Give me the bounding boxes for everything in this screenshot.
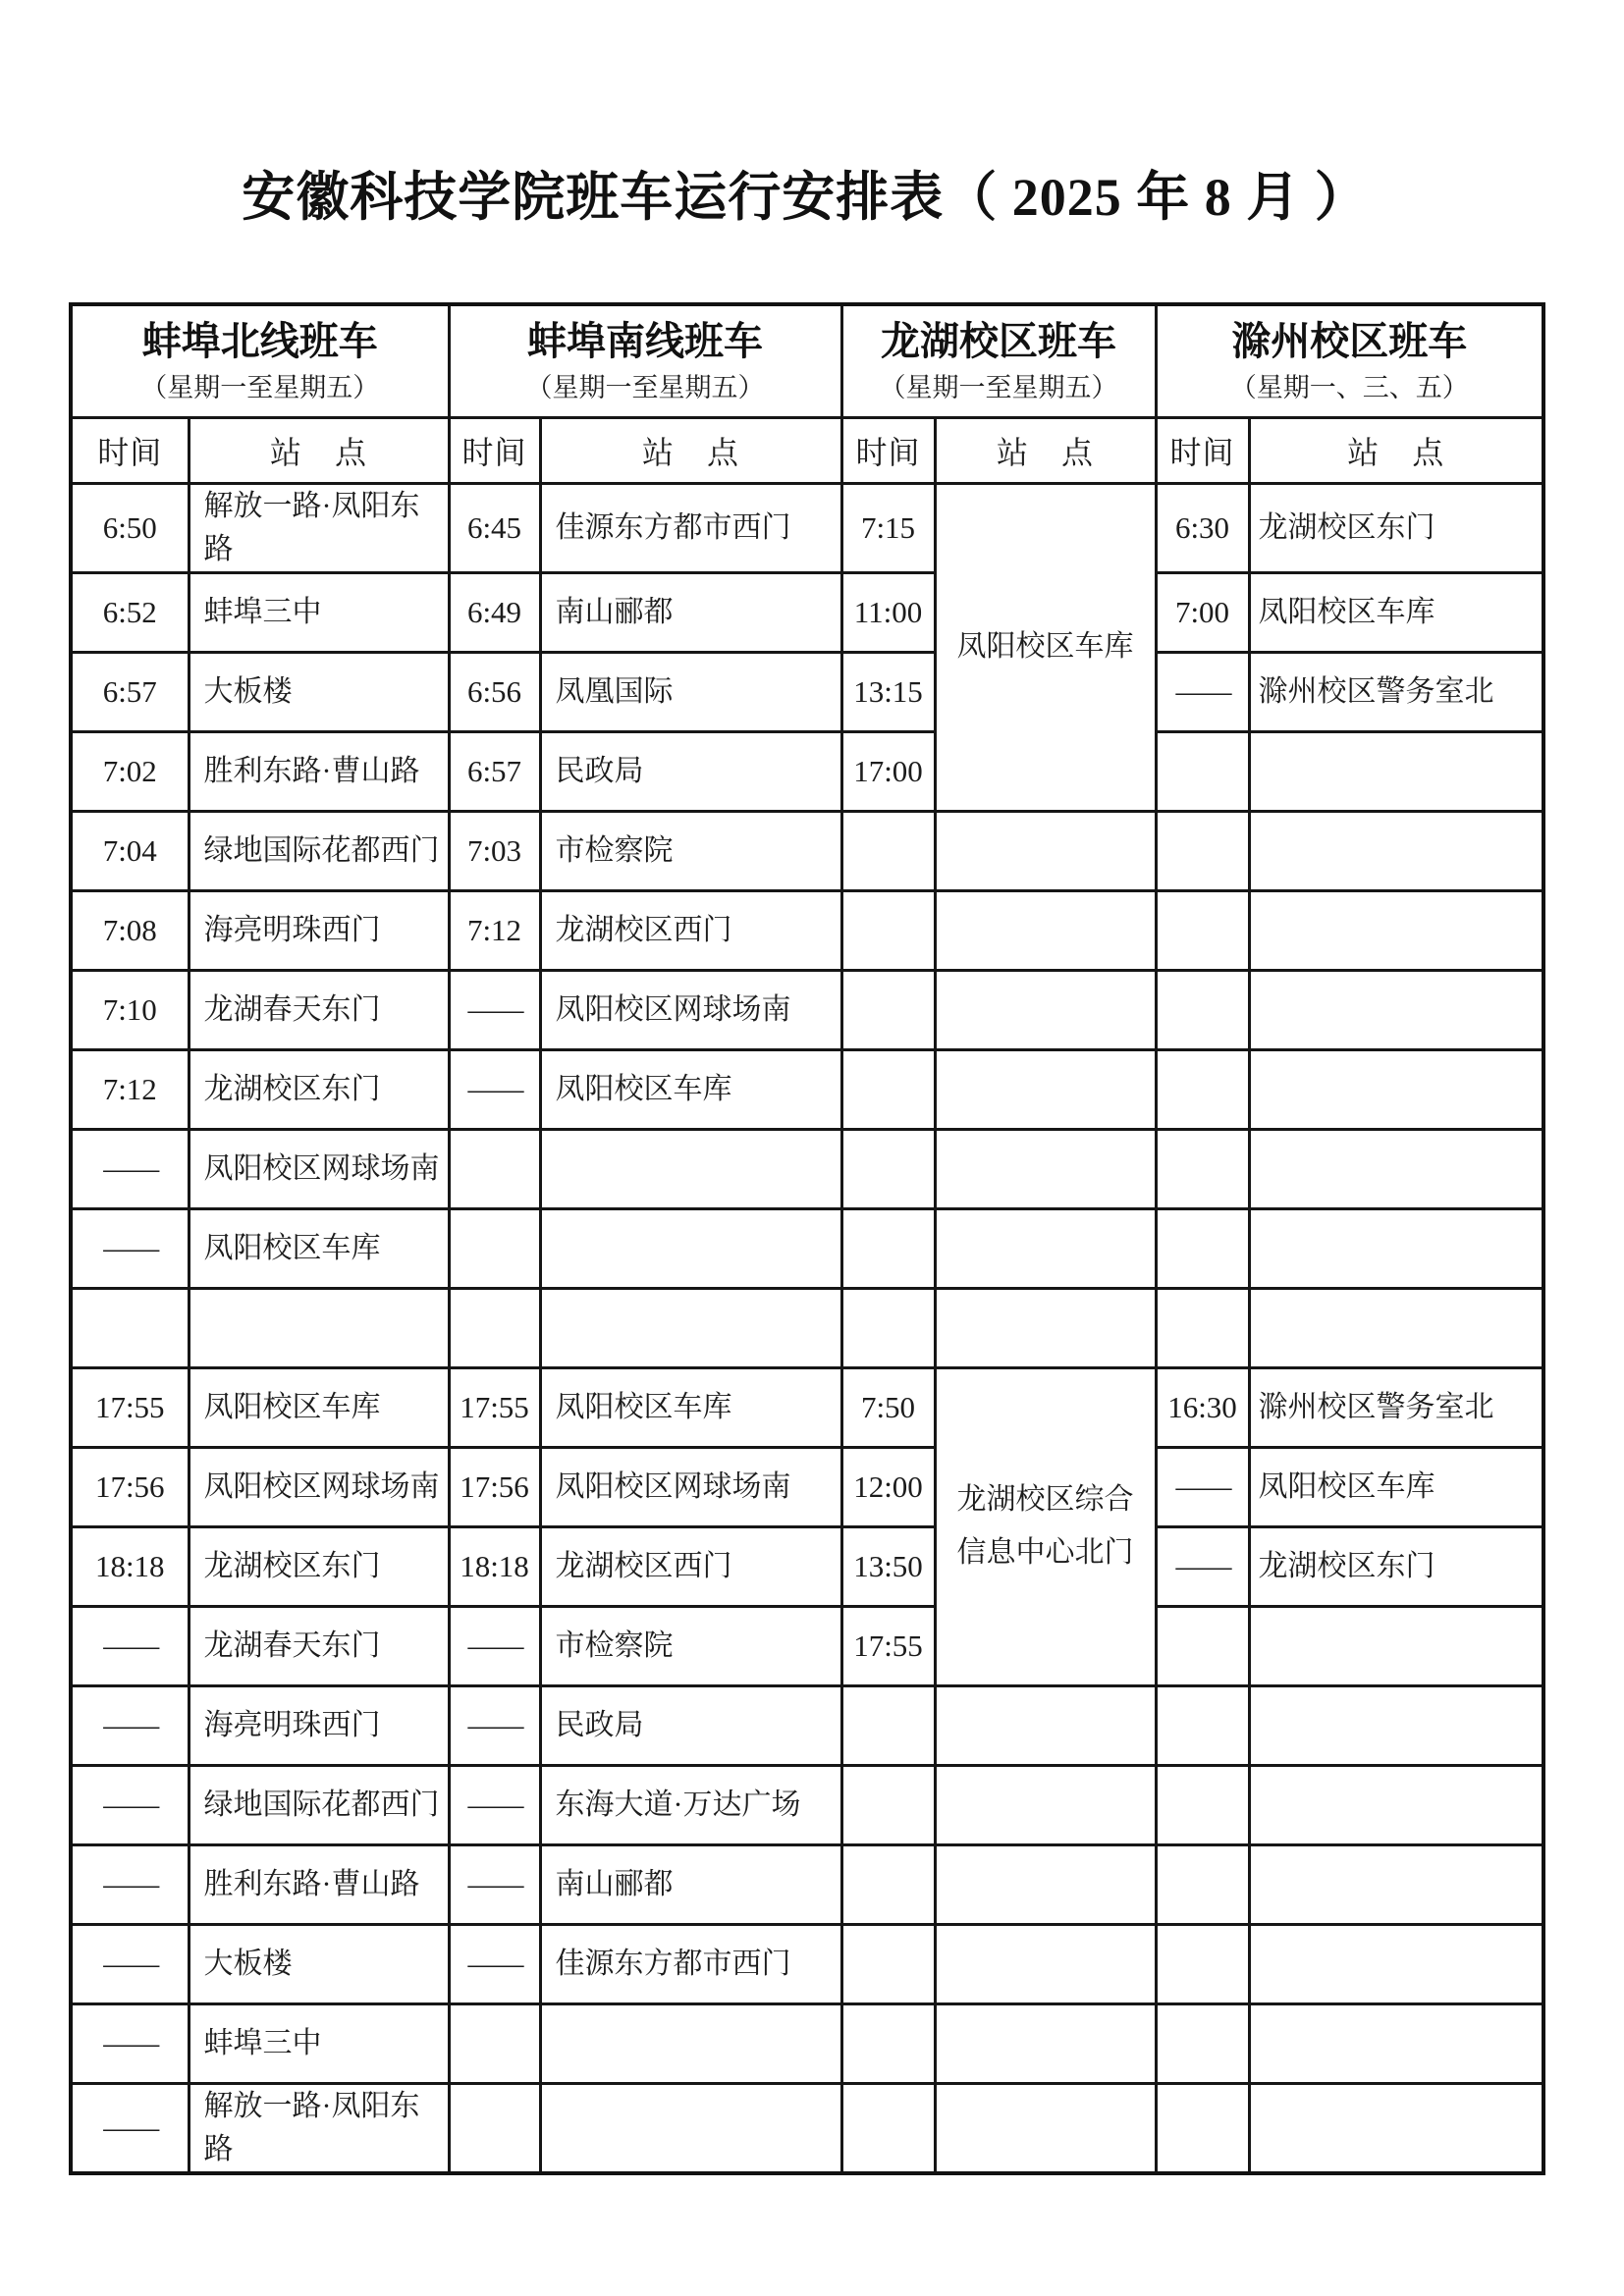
time-cell: 17:55	[449, 1367, 540, 1447]
time-cell: ——	[449, 1924, 540, 2003]
empty-cell	[935, 1288, 1156, 1367]
station-cell: 民政局	[540, 1685, 841, 1765]
empty-cell	[1249, 1208, 1543, 1288]
time-cell: ——	[449, 1765, 540, 1844]
route-days: （星期一至星期五）	[140, 372, 380, 402]
time-cell: 16:30	[1156, 1367, 1249, 1447]
route-header-chuzhou-campus	[1156, 304, 1543, 417]
empty-cell	[1156, 1685, 1249, 1765]
time-cell: 6:56	[449, 652, 540, 731]
time-cell: 6:49	[449, 572, 540, 652]
time-cell: ——	[71, 2003, 189, 2083]
station-cell: 海亮明珠西门	[189, 890, 449, 970]
time-header: 时间	[71, 417, 189, 483]
schedule-row	[71, 572, 1543, 652]
time-cell: 7:04	[71, 811, 189, 890]
time-cell: ——	[1156, 1447, 1249, 1526]
station-cell: 凤阳校区网球场南	[540, 970, 841, 1049]
empty-cell	[841, 970, 935, 1049]
time-cell: 18:18	[449, 1526, 540, 1606]
schedule-row	[71, 1685, 1543, 1765]
empty-cell	[1156, 1129, 1249, 1208]
empty-cell	[449, 2083, 540, 2173]
station-cell: 滁州校区警务室北	[1249, 1367, 1543, 1447]
empty-cell	[71, 1288, 189, 1367]
empty-cell	[1249, 1288, 1543, 1367]
empty-cell	[1156, 1844, 1249, 1924]
time-cell: 7:03	[449, 811, 540, 890]
station-header: 站 点	[540, 417, 841, 483]
time-cell: 7:12	[449, 890, 540, 970]
empty-cell	[841, 1685, 935, 1765]
schedule-row	[71, 1606, 1543, 1685]
route-days: （星期一至星期五）	[879, 372, 1118, 402]
station-header: 站 点	[189, 417, 449, 483]
time-cell: ——	[449, 1685, 540, 1765]
empty-cell	[935, 1208, 1156, 1288]
station-cell: 凤阳校区车库	[935, 483, 1156, 811]
station-cell: 南山郦都	[540, 1844, 841, 1924]
station-cell: 市检察院	[540, 1606, 841, 1685]
empty-cell	[1249, 1129, 1543, 1208]
station-cell: 南山郦都	[540, 572, 841, 652]
empty-cell	[841, 1924, 935, 2003]
time-header: 时间	[841, 417, 935, 483]
empty-cell	[1156, 1208, 1249, 1288]
station-cell: 大板楼	[189, 652, 449, 731]
empty-cell	[1156, 970, 1249, 1049]
empty-cell	[540, 1288, 841, 1367]
empty-cell	[935, 1924, 1156, 2003]
empty-cell	[1156, 1606, 1249, 1685]
empty-cell	[1249, 1606, 1543, 1685]
schedule-row	[71, 483, 1543, 572]
empty-cell	[841, 1844, 935, 1924]
station-cell: 海亮明珠西门	[189, 1685, 449, 1765]
station-cell: 市检察院	[540, 811, 841, 890]
route-name: 蚌埠北线班车	[141, 318, 378, 363]
empty-cell	[935, 890, 1156, 970]
route-name: 蚌埠南线班车	[527, 318, 763, 363]
station-cell: 大板楼	[189, 1924, 449, 2003]
schedule-row	[71, 1367, 1543, 1447]
time-cell: 7:12	[71, 1049, 189, 1129]
time-cell: 6:45	[449, 483, 540, 572]
time-cell: 7:08	[71, 890, 189, 970]
empty-cell	[1249, 731, 1543, 811]
empty-cell	[1156, 1049, 1249, 1129]
empty-cell	[540, 1208, 841, 1288]
time-cell: ——	[449, 1606, 540, 1685]
time-cell: 17:56	[71, 1447, 189, 1526]
empty-cell	[841, 1129, 935, 1208]
station-cell: 凤阳校区车库	[189, 1367, 449, 1447]
schedule-row	[71, 731, 1543, 811]
empty-cell	[841, 1765, 935, 1844]
time-cell: ——	[71, 2083, 189, 2173]
empty-cell	[841, 1208, 935, 1288]
time-cell: 13:15	[841, 652, 935, 731]
station-cell: 凤阳校区网球场南	[189, 1447, 449, 1526]
schedule-row	[71, 2083, 1543, 2173]
station-cell: 解放一路·凤阳东路	[189, 483, 449, 572]
empty-cell	[1156, 1765, 1249, 1844]
empty-cell	[1156, 811, 1249, 890]
time-cell: ——	[71, 1685, 189, 1765]
empty-cell	[1249, 1924, 1543, 2003]
station-cell: 龙湖校区东门	[189, 1049, 449, 1129]
time-cell: 11:00	[841, 572, 935, 652]
station-cell: 凤阳校区网球场南	[540, 1447, 841, 1526]
station-cell: 凤凰国际	[540, 652, 841, 731]
empty-cell	[1249, 1049, 1543, 1129]
time-cell: ——	[1156, 1526, 1249, 1606]
station-cell: 滁州校区警务室北	[1249, 652, 1543, 731]
station-cell: 凤阳校区车库	[189, 1208, 449, 1288]
station-header: 站 点	[935, 417, 1156, 483]
schedule-row	[71, 1129, 1543, 1208]
empty-cell	[1249, 970, 1543, 1049]
schedule-row	[71, 1924, 1543, 2003]
time-cell: 7:15	[841, 483, 935, 572]
station-cell: 龙湖校区综合信息中心北门	[935, 1367, 1156, 1685]
empty-cell	[1249, 890, 1543, 970]
empty-cell	[935, 1049, 1156, 1129]
schedule-row	[71, 1844, 1543, 1924]
station-cell: 龙湖校区西门	[540, 1526, 841, 1606]
station-cell: 凤阳校区车库	[1249, 572, 1543, 652]
time-cell: 12:00	[841, 1447, 935, 1526]
empty-cell	[1249, 1765, 1543, 1844]
empty-cell	[841, 1049, 935, 1129]
empty-cell	[841, 2003, 935, 2083]
empty-cell	[1249, 811, 1543, 890]
empty-cell	[841, 811, 935, 890]
empty-cell	[935, 2003, 1156, 2083]
bus-schedule-table	[69, 302, 1545, 2175]
station-cell: 佳源东方都市西门	[540, 1924, 841, 2003]
station-cell: 龙湖校区东门	[189, 1526, 449, 1606]
time-cell: ——	[71, 1844, 189, 1924]
route-days: （星期一、三、五）	[1229, 372, 1469, 402]
empty-cell	[935, 1844, 1156, 1924]
time-cell: ——	[71, 1924, 189, 2003]
route-name: 滁州校区班车	[1231, 318, 1468, 363]
schedule-row	[71, 1049, 1543, 1129]
time-cell: ——	[71, 1765, 189, 1844]
route-days: （星期一至星期五）	[525, 372, 765, 402]
empty-cell	[1249, 1844, 1543, 1924]
time-header: 时间	[1156, 417, 1249, 483]
empty-cell	[935, 2083, 1156, 2173]
empty-cell	[1156, 2083, 1249, 2173]
empty-cell	[1156, 1288, 1249, 1367]
empty-cell	[1249, 2083, 1543, 2173]
empty-cell	[449, 1129, 540, 1208]
time-cell: 6:52	[71, 572, 189, 652]
station-cell: 蚌埠三中	[189, 572, 449, 652]
schedule-row	[71, 811, 1543, 890]
time-cell: 6:50	[71, 483, 189, 572]
empty-cell	[935, 811, 1156, 890]
time-cell: 18:18	[71, 1526, 189, 1606]
schedule-row	[71, 1447, 1543, 1526]
empty-cell	[1249, 2003, 1543, 2083]
schedule-row	[71, 1526, 1543, 1606]
station-cell: 胜利东路·曹山路	[189, 731, 449, 811]
empty-cell	[935, 1765, 1156, 1844]
empty-cell	[1156, 890, 1249, 970]
station-cell: 龙湖校区东门	[1249, 483, 1543, 572]
schedule-row	[71, 890, 1543, 970]
time-cell: ——	[71, 1606, 189, 1685]
time-cell: 17:00	[841, 731, 935, 811]
time-cell: ——	[1156, 652, 1249, 731]
schedule-row	[71, 1208, 1543, 1288]
time-cell: ——	[449, 1049, 540, 1129]
empty-cell	[1249, 1685, 1543, 1765]
time-cell: ——	[71, 1129, 189, 1208]
empty-cell	[935, 1129, 1156, 1208]
empty-cell	[935, 970, 1156, 1049]
route-name: 龙湖校区班车	[881, 318, 1116, 363]
empty-cell	[449, 2003, 540, 2083]
station-cell: 胜利东路·曹山路	[189, 1844, 449, 1924]
schedule-row	[71, 2003, 1543, 2083]
schedule-row	[71, 1765, 1543, 1844]
time-cell: 7:50	[841, 1367, 935, 1447]
time-cell: 6:57	[71, 652, 189, 731]
time-cell: ——	[449, 1844, 540, 1924]
time-cell: ——	[71, 1208, 189, 1288]
empty-cell	[841, 1288, 935, 1367]
empty-cell	[540, 1129, 841, 1208]
route-header-bengbu-south	[449, 304, 841, 417]
schedule-row	[71, 970, 1543, 1049]
empty-cell	[841, 2083, 935, 2173]
empty-cell	[841, 890, 935, 970]
station-cell: 绿地国际花都西门	[189, 811, 449, 890]
station-cell: 凤阳校区车库	[540, 1049, 841, 1129]
time-cell: 13:50	[841, 1526, 935, 1606]
time-cell: 7:00	[1156, 572, 1249, 652]
station-cell: 凤阳校区车库	[1249, 1447, 1543, 1526]
time-cell: ——	[449, 970, 540, 1049]
empty-cell	[449, 1208, 540, 1288]
route-header-longhu-campus	[841, 304, 1156, 417]
time-cell: 7:02	[71, 731, 189, 811]
empty-cell	[449, 1288, 540, 1367]
empty-cell	[1156, 1924, 1249, 2003]
time-cell: 7:10	[71, 970, 189, 1049]
station-cell: 龙湖校区西门	[540, 890, 841, 970]
station-cell: 解放一路·凤阳东路	[189, 2083, 449, 2173]
station-header: 站 点	[1249, 417, 1543, 483]
empty-cell	[540, 2003, 841, 2083]
station-cell: 龙湖春天东门	[189, 1606, 449, 1685]
route-header-row	[71, 304, 1543, 417]
station-cell: 蚌埠三中	[189, 2003, 449, 2083]
station-cell: 民政局	[540, 731, 841, 811]
empty-cell	[189, 1288, 449, 1367]
time-cell: 17:55	[71, 1367, 189, 1447]
time-cell: 6:57	[449, 731, 540, 811]
station-cell: 东海大道·万达广场	[540, 1765, 841, 1844]
schedule-row	[71, 652, 1543, 731]
empty-cell	[540, 2083, 841, 2173]
station-cell: 凤阳校区网球场南	[189, 1129, 449, 1208]
subheader-row	[71, 417, 1543, 483]
empty-cell	[1156, 731, 1249, 811]
route-header-bengbu-north	[71, 304, 449, 417]
time-cell: 6:30	[1156, 483, 1249, 572]
time-cell: 17:56	[449, 1447, 540, 1526]
empty-cell	[1156, 2003, 1249, 2083]
station-cell: 绿地国际花都西门	[189, 1765, 449, 1844]
schedule-row	[71, 1288, 1543, 1367]
time-header: 时间	[449, 417, 540, 483]
station-cell: 龙湖春天东门	[189, 970, 449, 1049]
page-title: 安徽科技学院班车运行安排表（ 2025 年 8 月 ）	[242, 168, 1369, 227]
station-cell: 凤阳校区车库	[540, 1367, 841, 1447]
empty-cell	[935, 1685, 1156, 1765]
time-cell: 17:55	[841, 1606, 935, 1685]
station-cell: 龙湖校区东门	[1249, 1526, 1543, 1606]
station-cell: 佳源东方都市西门	[540, 483, 841, 572]
